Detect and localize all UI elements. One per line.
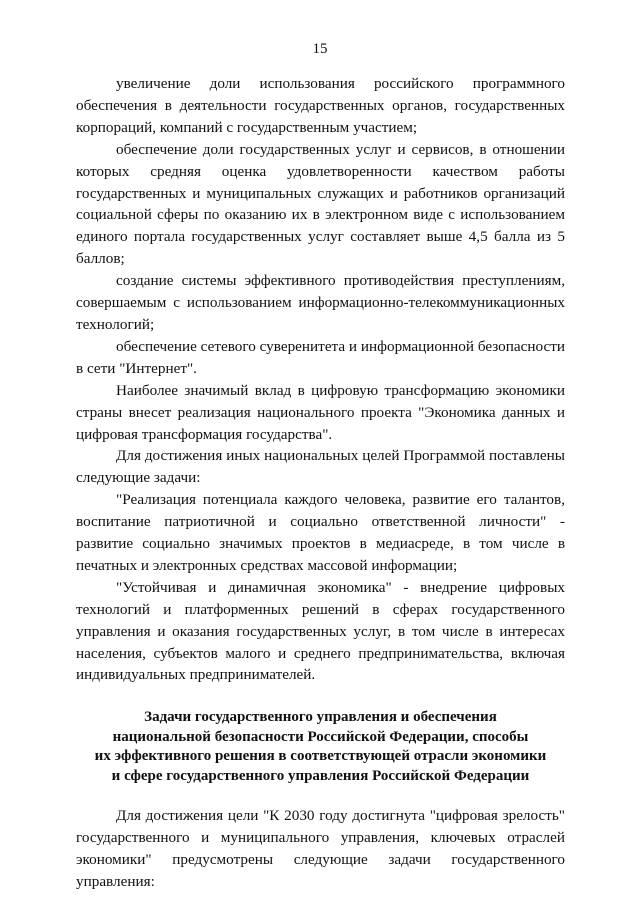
document-body [76, 73, 565, 893]
section-heading-line: и сфере государственного управления Российской Федерации [111, 767, 530, 784]
paragraph-software-share: увеличение доли использования российского программного обеспечения в деятельности государственных органов, государственных корпораций, компаний с государственным участием; [76, 75, 565, 136]
section-heading-line: их эффективного решения в соответствующей отрасли экономики [94, 748, 547, 765]
paragraph-sustainable-economy-task: "Устойчивая и динамичная экономика" - внедрение цифровых технологий и платформенных решений в сферах государственного управления и оказания государственных услуг, в том числе в интересах населения, субъектов малого и среднего предпринимательства, включая индивидуальных предпринимателей. [76, 578, 565, 684]
section-heading-line: национальной безопасности Российской Федерации, способы [112, 728, 529, 745]
paragraph-other-goals-intro: Для достижения иных национальных целей Программой поставлены следующие задачи: [76, 447, 565, 487]
paragraph-cybercrime-counteraction: создание системы эффективного противодействия преступлениям, совершаемым с использованием информационно-телекоммуникационных технологий; [76, 272, 565, 333]
page-number: 15 [312, 41, 328, 57]
paragraph-digital-maturity-goal: Для достижения цели "К 2030 году достигнута "цифровая зрелость" государственного и муниципального управления, ключевых отраслей экономики" предусмотрены следующие задачи государственного управления: [76, 807, 565, 891]
paragraph-public-services-rating: обеспечение доли государственных услуг и сервисов, в отношении которых средняя оценка удовлетворенности качеством работы государственных и муниципальных служащих и работников организаций социальной сферы по оказанию их в электронном виде с использованием единого портала государственных услуг составляет выше 4,5 балла из 5 баллов; [76, 140, 565, 268]
paragraph-human-potential-task: "Реализация потенциала каждого человека, развитие его талантов, воспитание патриотичной и социально ответственной личности" - развитие социально значимых проектов в медиасреде, в том числе в печатных и электронных средствах массовой информации; [76, 491, 565, 574]
section-heading [76, 708, 565, 786]
paragraph-network-sovereignty: обеспечение сетевого суверенитета и информационной безопасности в сети "Интернет". [76, 337, 565, 377]
paragraph-national-project-contribution: Наиболее значимый вклад в цифровую трансформацию экономики страны внесет реализация национального проекта "Экономика данных и цифровая трансформация государства". [76, 381, 565, 443]
section-heading-line: Задачи государственного управления и обеспечения [144, 709, 497, 726]
